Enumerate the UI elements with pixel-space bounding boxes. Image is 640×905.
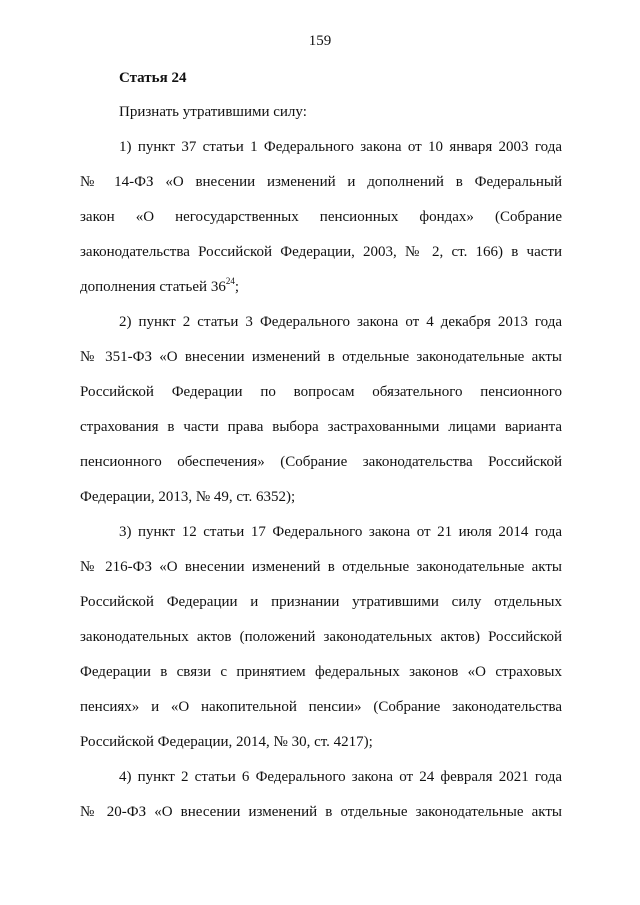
item-3-line-6: пенсиях» и «О накопительной пенсии» (Собрание законодательства xyxy=(80,699,562,715)
item-3-line-4: законодательных актов (положений законодательных актов) Российской xyxy=(80,629,562,645)
item-1-line-2: № 14-ФЗ «О внесении изменений и дополнений в Федеральный xyxy=(80,174,562,190)
item-3-line-7: Российской Федерации, 2014, № 30, ст. 4217); xyxy=(80,734,373,750)
item-2-line-2: № 351-ФЗ «О внесении изменений в отдельные законодательные акты xyxy=(80,349,562,365)
item-3-line-2: № 216-ФЗ «О внесении изменений в отдельные законодательные акты xyxy=(80,559,562,575)
item-3-line-3: Российской Федерации и признании утратившими силу отдельных xyxy=(80,594,562,610)
item-1-line-1: 1) пункт 37 статьи 1 Федерального закона от 10 января 2003 года xyxy=(119,139,562,155)
item-2-line-6: Федерации, 2013, № 49, ст. 6352); xyxy=(80,489,296,505)
item-2-line-5: пенсионного обеспечения» (Собрание законодательства Российской xyxy=(80,454,562,470)
item-4-line-1: 4) пункт 2 статьи 6 Федерального закона от 24 февраля 2021 года xyxy=(119,769,562,785)
item-2-line-1: 2) пункт 2 статьи 3 Федерального закона от 4 декабря 2013 года xyxy=(119,314,562,330)
item-2-line-3: Российской Федерации по вопросам обязательного пенсионного xyxy=(80,384,562,400)
item-1-line-3: закон «О негосударственных пенсионных фондах» (Собрание xyxy=(80,209,562,225)
item-1-line-4: законодательства Российской Федерации, 2003, № 2, ст. 166) в части xyxy=(80,244,562,260)
article-title: Статья 24 xyxy=(119,70,187,86)
item-1-superscript: 24 xyxy=(225,276,235,286)
item-1-last-text: дополнения статьей 36 xyxy=(80,279,226,295)
page-number: 159 xyxy=(308,33,332,49)
item-4-line-2: № 20-ФЗ «О внесении изменений в отдельные законодательные акты xyxy=(80,804,562,820)
intro-text: Признать утратившими силу: xyxy=(119,104,307,120)
item-3-line-5: Федерации в связи с принятием федеральных законов «О страховых xyxy=(80,664,562,680)
item-1-line-5 xyxy=(80,276,562,296)
item-2-line-4: страхования в части права выбора застрахованными лицами варианта xyxy=(80,419,562,435)
item-1-last-suffix: ; xyxy=(234,279,240,295)
item-3-line-1: 3) пункт 12 статьи 17 Федерального закона от 21 июля 2014 года xyxy=(119,524,562,540)
